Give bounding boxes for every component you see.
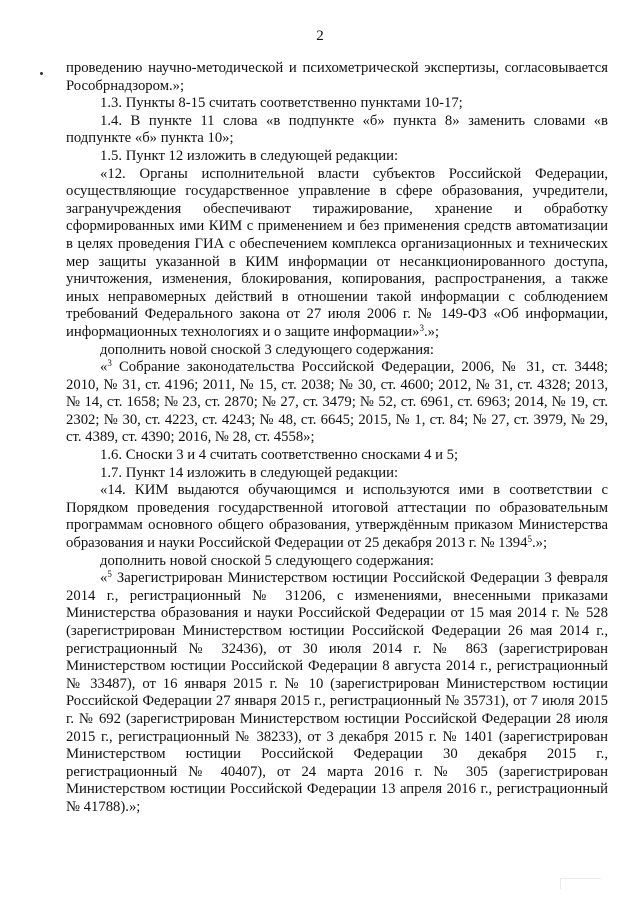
paragraph-1-3: 1.3. Пункты 8-15 считать соответственно пунктами 10-17;: [100, 95, 463, 112]
footnote-5-marker: 5: [107, 569, 112, 580]
footnote-ref-5: 5: [527, 534, 532, 545]
paragraph-1-6: 1.6. Сноски 3 и 4 считать соответственно сносками 4 и 5;: [100, 447, 459, 464]
clause-14-tail: .»;: [532, 535, 548, 552]
footnote-5-text: Зарегистрирован Министерством юстиции Российской Федерации 3 февраля 2014 г., регистрационный № 31206, с изменениями, внесенными приказами Министерства образования и науки Российской Федерации от 15 мая 2014 г. № 528 (зарегистрирован Министерством юстиции Российской Федерации 26 мая 2014 г., регистрационный № 32436), от 30 июля 2014 г. № 863 (зарегистрирован Министерством юстиции Российской Федерации 8 августа 2014 г., регистрационный № 33487), от 16 января 2015 г. № 10 (зарегистрирован Министерством юстиции Российской Федерации 27 января 2015 г., регистрационный № 35731), от 7 июля 2015 г. № 692 (зарегистрирован Министерством юстиции Российской Федерации 28 июля 2015 г., регистрационный № 38233), от 3 декабря 2015 г. № 1401 (зарегистрирован Министерством юстиции Российской Федерации 30 декабря 2015 г., регистрационный № 40407), от 24 марта 2016 г. № 305 (зарегистрирован Министерством юстиции Российской Федерации 13 апреля 2016 г., регистрационный № 41788).»;: [66, 570, 608, 815]
clause-14-text: «14. КИМ выдаются обучающимся и используются ими в соответствии с Порядком проведения государственной итоговой аттестации по образовательным программам основного общего образования, утверждённым приказом Министерства образования и науки Российской Федерации от 25 декабря 2013 г. № 1394: [66, 482, 608, 552]
paragraph-add-footnote-5: дополнить новой сноской 5 следующего содержания:: [100, 552, 434, 569]
footnote-3-text: Собрание законодательства Российской Федерации, 2006, № 31, ст. 3448; 2010, № 31, ст. 4196; 2011, № 15, ст. 2038; № 30, ст. 4600; 2012, № 31, ст. 4328; 2013, № 14, ст. 1658; № 23, ст. 2870; № 27, ст. 3479; № 52, ст. 6961, ст. 6963; 2014, № 19, ст. 2302; № 30, ст. 4223, ст. 4243; № 48, ст. 6645; 2015, № 1, ст. 84; № 27, ст. 3979, № 29, ст. 4389, ст. 4390; 2016, № 28, ст. 4558»;: [66, 359, 608, 446]
paragraph-footnote-3: [66, 359, 608, 447]
scan-mark-dot: [40, 72, 43, 75]
clause-12-text: «12. Органы исполнительной власти субъектов Российской Федерации, осуществляющие государственное управление в сфере образования, учредители, загранучреждения обеспечивают тиражирование, хранение и обработку сформированных ими КИМ с применением и без применения средств автоматизации в целях проведения ГИА с обеспечением комплекса организационных и технических мер защиты указанной в КИМ информации от несанкционированного доступа, уничтожения, изменения, блокирования, копирования, распространения, а также иных неправомерных действий в отношении такой информации с соблюдением требований Федерального закона от 27 июля 2006 г. № 149-ФЗ «Об информации, информационных технологиях и о защите информации»: [66, 165, 608, 340]
clause-12-tail: .»;: [424, 323, 440, 340]
footnote-3-open-quote: «: [100, 359, 108, 376]
footnote-3-marker: 3: [107, 358, 112, 369]
paragraph-footnote-5: [66, 570, 608, 816]
paragraph-clause-12: [66, 166, 608, 342]
paragraph-1-7: 1.7. Пункт 14 изложить в следующей редакции:: [100, 464, 399, 481]
paragraph-add-footnote-3: дополнить новой сноской 3 следующего содержания:: [100, 341, 434, 358]
paragraph-1-5: 1.5. Пункт 12 изложить в следующей редакции:: [100, 147, 399, 164]
scan-corner-mark: [560, 878, 601, 889]
page-number: 2: [316, 28, 324, 44]
paragraph-continuation: проведению научно-методической и психометрической экспертизы, согласовывается Рособрнадзором.»;: [66, 60, 608, 94]
document-body: [66, 60, 608, 817]
paragraph-clause-14: [66, 482, 608, 552]
footnote-ref-3: 3: [419, 322, 424, 333]
footnote-5-open-quote: «: [100, 570, 108, 587]
paragraph-1-4: 1.4. В пункте 11 слова «в подпункте «б» пункта 8» заменить словами «в подпункте «б» пункта 10»;: [66, 112, 608, 147]
